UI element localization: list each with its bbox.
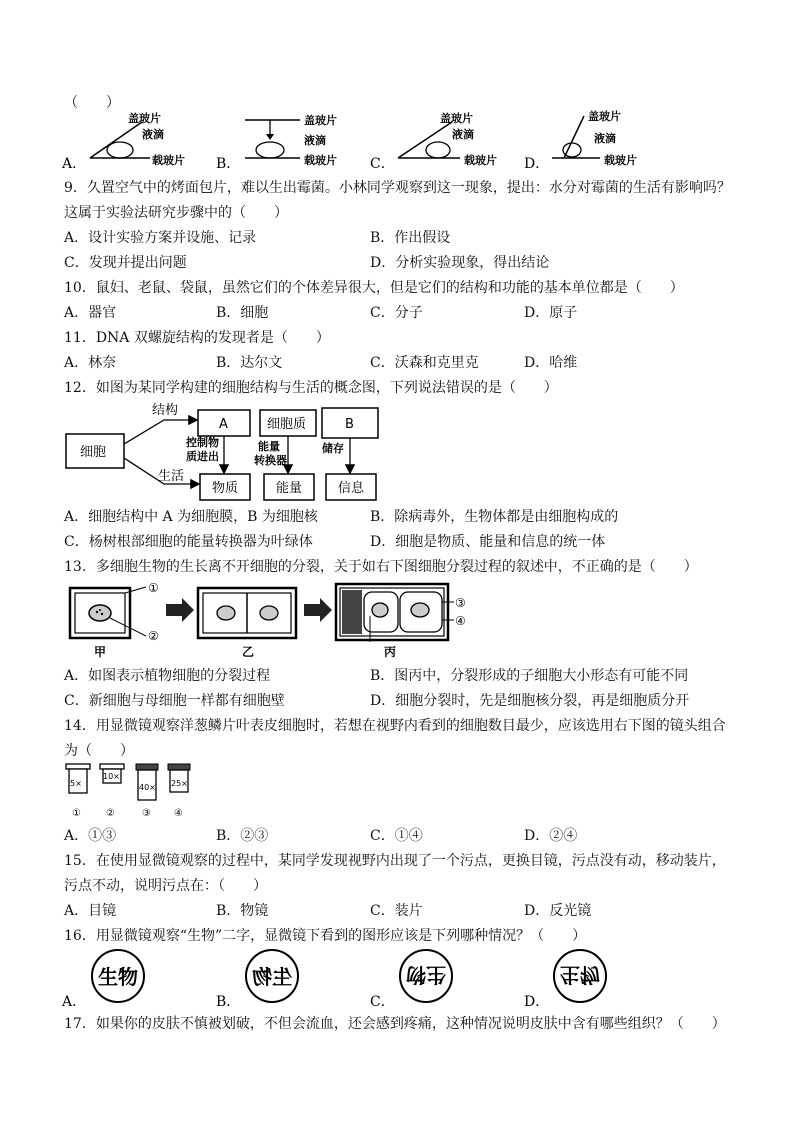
q11-stem: 11．DNA 双螺旋结构的发现者是（ ） xyxy=(64,330,330,346)
q8-slide-figures xyxy=(60,110,760,172)
q8-d-drop-label: 液滴 xyxy=(594,132,616,145)
q16-opt-b: B． xyxy=(216,994,241,1010)
q14-num-3: ③ xyxy=(142,808,151,819)
q9-opt-d[interactable]: D．分析实验现象，得出结论 xyxy=(370,255,550,271)
q12-energy-conv-label-2: 转换器 xyxy=(254,454,287,467)
q16-opt-a: A． xyxy=(62,994,87,1010)
q12-opt-b[interactable]: B．除病毒外，生物体都是由细胞构成的 xyxy=(370,509,619,525)
q14-lens-4-label: 25× xyxy=(171,779,188,788)
q12-opt-a[interactable]: A．细胞结构中 A 为细胞膜，B 为细胞核 xyxy=(64,509,318,525)
q12-concept-map xyxy=(64,400,394,504)
q8-opt-a: A． xyxy=(62,156,87,172)
q16-opt-d: D． xyxy=(524,994,550,1010)
q12-b-label: B xyxy=(345,417,354,432)
q13-arrow-2 xyxy=(304,598,332,622)
q14-lens-2 xyxy=(100,764,124,819)
q13-opt-c[interactable]: C．新细胞与母细胞一样都有细胞壁 xyxy=(64,693,285,709)
q9-opt-c[interactable]: C．发现并提出问题 xyxy=(64,255,187,271)
q12-store-label: 储存 xyxy=(322,442,344,455)
q14-stem-line2: 为（ ） xyxy=(64,743,134,759)
q14-num-1: ① xyxy=(72,808,81,819)
q12-opt-c[interactable]: C．杨树根部细胞的能量转换器为叶绿体 xyxy=(64,534,313,550)
q10-stem: 10．鼠妇、老鼠、袋鼠，虽然它们的个体差异很大，但是它们的结构和功能的基本单位都是（ ） xyxy=(64,280,684,296)
q9-opt-a[interactable]: A．设计实验方案并设施、记录 xyxy=(64,230,257,246)
q13-opt-b[interactable]: B．图丙中，分裂形成的子细胞大小形态有可能不同 xyxy=(370,668,689,684)
q13-num-3: ③ xyxy=(455,596,466,610)
q14-opt-b[interactable]: B．②③ xyxy=(216,828,269,844)
q8-paren: （ ） xyxy=(64,95,120,111)
q13-cell-jia xyxy=(70,581,159,659)
q10-opt-a[interactable]: A．器官 xyxy=(64,305,117,321)
q13-cell-bing xyxy=(336,584,466,659)
q12-energy-conv-label-1: 能量 xyxy=(258,440,280,453)
q16-glyph-a: 生物 xyxy=(98,965,138,989)
q16-glyph-b: 生物 xyxy=(252,965,292,989)
q10-opt-b[interactable]: B．细胞 xyxy=(216,305,269,321)
q10-opt-c[interactable]: C．分子 xyxy=(370,305,423,321)
q9-stem-line1: 9．久置空气中的烤面包片，难以生出霉菌。小林同学观察到这一现象，提出：水分对霉菌的生活有影响吗？ xyxy=(64,180,731,196)
q8-b-cover-label: 盖玻片 xyxy=(304,114,337,127)
q14-opt-a[interactable]: A．①③ xyxy=(64,828,117,844)
q8-figure-d xyxy=(524,110,637,172)
q17-stem: 17．如果你的皮肤不慎被划破，不但会流血，还会感到疼痛，这种情况说明皮肤中含有哪些组织？（ ） xyxy=(64,1016,726,1032)
q12-opt-d[interactable]: D．细胞是物质、能量和信息的统一体 xyxy=(370,534,606,550)
q14-opt-d[interactable]: D．②④ xyxy=(524,828,578,844)
q12-stem: 12．如图为某同学构建的细胞结构与生活的概念图，下列说法错误的是（ ） xyxy=(64,380,558,396)
q8-c-drop-label: 液滴 xyxy=(452,128,474,141)
q11-opt-d[interactable]: D．哈维 xyxy=(524,355,578,371)
q13-num-2: ② xyxy=(148,629,159,643)
q12-control-label-1: 控制物 xyxy=(186,436,219,449)
q8-c-cover-label: 盖玻片 xyxy=(440,112,473,125)
q15-stem-line2: 污点不动，说明污点在：（ ） xyxy=(64,878,267,894)
q13-label-yi: 乙 xyxy=(242,645,255,659)
q12-matter-label: 物质 xyxy=(212,481,239,496)
q13-cell-yi xyxy=(198,588,296,659)
q8-opt-b: B． xyxy=(216,156,241,172)
q13-cell-division-diagram xyxy=(64,580,484,662)
q14-opt-c[interactable]: C．①④ xyxy=(370,828,423,844)
q8-b-slide-label: 载玻片 xyxy=(304,154,337,167)
q13-arrow-1 xyxy=(166,598,194,622)
q13-label-bing: 丙 xyxy=(384,645,397,659)
q12-a-label: A xyxy=(219,417,228,432)
q8-opt-d: D． xyxy=(524,156,550,172)
q14-lens-1 xyxy=(66,764,90,819)
q12-cytoplasm-label: 细胞质 xyxy=(267,417,307,432)
q12-info-label: 信息 xyxy=(338,481,365,496)
q16-stem: 16．用显微镜观察“生物”二字，显微镜下看到的图形应该是下列哪种情况？（ ） xyxy=(64,928,587,944)
q14-lens-3-label: 40× xyxy=(139,783,156,792)
q13-opt-d[interactable]: D．细胞分裂时，先是细胞核分裂，再是细胞质分开 xyxy=(370,693,690,709)
q11-opt-b[interactable]: B．达尔文 xyxy=(216,355,283,371)
q12-life-label: 生活 xyxy=(158,469,185,484)
q8-figure-b xyxy=(216,113,337,172)
q10-opt-d[interactable]: D．原子 xyxy=(524,305,578,321)
q15-opt-c[interactable]: C．装片 xyxy=(370,903,423,919)
q13-stem: 13．多细胞生物的生长离不开细胞的分裂，关于如右下图细胞分裂过程的叙述中，不正确的是（ ） xyxy=(64,559,698,575)
q16-glyph-options xyxy=(60,948,620,1010)
q16-glyph-c: 生物 xyxy=(406,963,446,987)
q8-figure-a xyxy=(61,111,185,172)
q15-stem-line1: 15．在使用显微镜观察的过程中，某同学发现视野内出现了一个污点，更换目镜，污点没有动，移动装片， xyxy=(64,853,726,869)
q16-opt-c: C． xyxy=(370,994,395,1010)
q13-num-1: ① xyxy=(148,581,159,595)
q15-opt-d[interactable]: D．反光镜 xyxy=(524,903,592,919)
q16-glyph-d: 生物 xyxy=(560,963,600,987)
q11-opt-a[interactable]: A．林奈 xyxy=(64,355,117,371)
q14-lens-1-label: 5× xyxy=(70,779,82,788)
q8-a-cover-label: 盖玻片 xyxy=(128,112,161,125)
q14-stem-line1: 14．用显微镜观察洋葱鳞片叶表皮细胞时，若想在视野内看到的细胞数目最少，应该选用右下图的镜头组合 xyxy=(64,718,726,734)
q8-a-drop-label: 液滴 xyxy=(142,128,164,141)
q14-num-4: ④ xyxy=(174,808,183,819)
q14-lens-4 xyxy=(168,764,190,819)
q8-b-drop-label: 液滴 xyxy=(304,134,326,147)
q12-cell-label: 细胞 xyxy=(80,445,107,460)
q12-control-label-2: 质进出 xyxy=(186,450,219,463)
q15-opt-b[interactable]: B．物镜 xyxy=(216,903,269,919)
q13-num-4: ④ xyxy=(455,614,466,628)
q12-structure-label: 结构 xyxy=(152,403,179,418)
q14-lens-3 xyxy=(136,764,158,819)
q14-num-2: ② xyxy=(106,808,115,819)
q9-opt-b[interactable]: B．作出假设 xyxy=(370,230,451,246)
q11-opt-c[interactable]: C．沃森和克里克 xyxy=(370,355,479,371)
q8-d-cover-label: 盖玻片 xyxy=(588,110,621,123)
q9-stem-line2: 这属于实验法研究步骤中的（ ） xyxy=(64,205,288,221)
q15-opt-a[interactable]: A．目镜 xyxy=(64,903,117,919)
q8-a-slide-label: 载玻片 xyxy=(152,154,185,167)
q14-lens-diagram xyxy=(62,762,202,820)
q8-d-slide-label: 载玻片 xyxy=(604,154,637,167)
q8-c-slide-label: 载玻片 xyxy=(464,154,497,167)
q13-label-jia: 甲 xyxy=(94,645,107,659)
q8-opt-c: C． xyxy=(370,156,395,172)
q13-opt-a[interactable]: A．如图表示植物细胞的分裂过程 xyxy=(64,668,271,684)
q12-energy-label: 能量 xyxy=(276,481,303,496)
q8-figure-c xyxy=(370,111,497,172)
q14-lens-2-label: 10× xyxy=(103,772,120,781)
